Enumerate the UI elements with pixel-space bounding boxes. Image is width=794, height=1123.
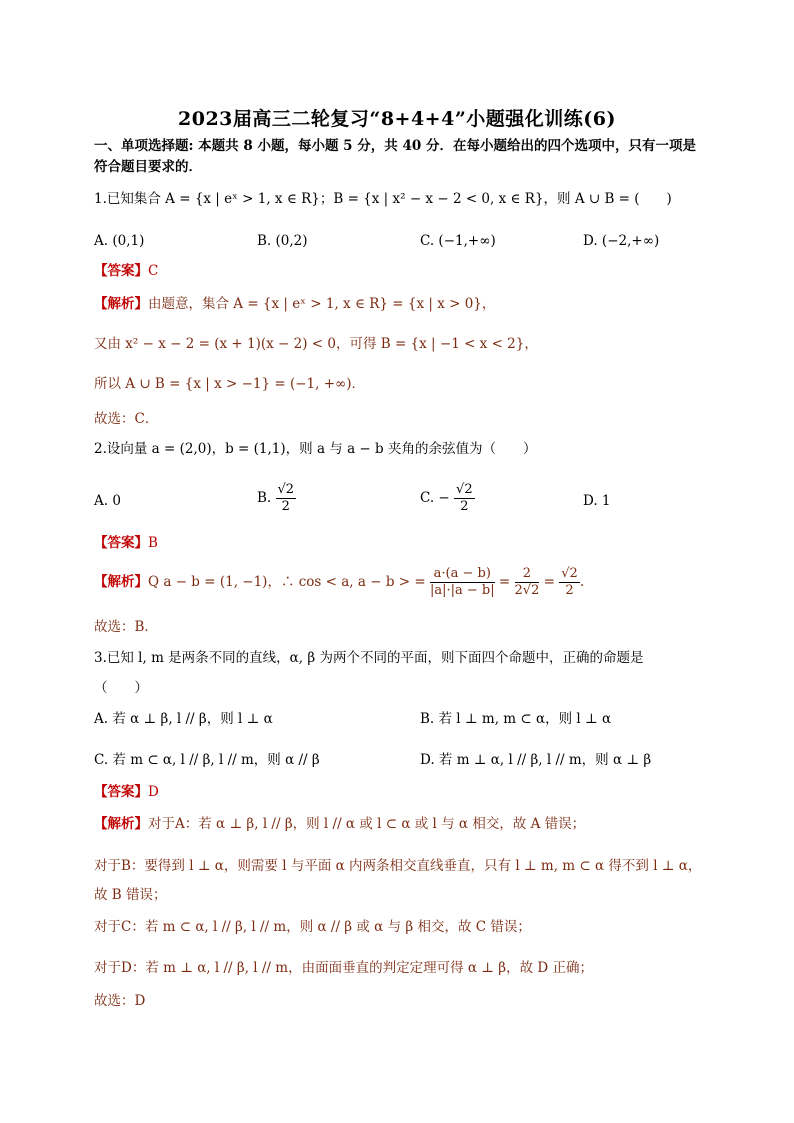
q2-option-c-fraction: $\frac{√2}{2}$ [456,482,473,514]
q2-stem: 2.设向量 a = (2,0)，b = (1,1)，则 a 与 a − b 夹角的余弦值为（ ） [94,441,537,457]
section-heading: 一、单项选择题: 本题共 8 小题，每小题 5 分，共 40 分．在每小题给出的四个选项中，只有一项是 [94,138,696,154]
q3-option-d: D. 若 m ⊥ α, l // β, l // m，则 α ⊥ β [420,752,652,768]
q3-option-c: C. 若 m ⊂ α, l // β, l // m，则 α // β [94,752,320,768]
q3-conclusion: 故选：D [94,993,146,1009]
answer-value: C [148,263,159,279]
q1-analysis-line-1: 【解析】由题意，集合 A = {x | eˣ > 1, x ∈ R} = {x | x > 0}， [94,296,496,312]
page-title: 2023届高三二轮复习“8+4+4”小题强化训练(6) [178,108,616,130]
q1-analysis-line-2: 又由 x² − x − 2 = (x + 1)(x − 2) < 0，可得 B = {x | −1 < x < 2}， [94,336,538,352]
q2-option-b-fraction: $\frac{√2}{2}$ [277,482,295,514]
q3-option-b: B. 若 l ⊥ m, m ⊂ α，则 l ⊥ α [420,711,612,727]
q1-option-c: C. (−1,+∞) [420,233,496,249]
q2-option-c: C. − $\frac{√2}{2}$ [420,482,473,514]
answer-label: 【答案】 [94,263,148,279]
q2-analysis-eq2: $\frac{√2}{2}$ [561,566,578,598]
q1-answer [94,262,158,280]
analysis-label: 【解析】 [94,816,148,832]
q3-analysis-line-4: 对于C：若 m ⊂ α, l // β, l // m，则 α // β 或 α 与 β 相交，故 C 错误； [94,919,531,935]
answer-value: B [148,535,158,551]
q2-analysis-eq1: $\frac{2}{2√2}$ [514,566,540,598]
answer-value: D [148,784,159,800]
q3-stem-cont: （ ） [94,680,148,696]
q1-conclusion: 故选：C． [94,411,159,427]
q3-option-a: A. 若 α ⊥ β, l // β，则 l ⊥ α [94,711,273,727]
q1-option-d: D. (−2,+∞) [583,233,660,249]
q3-analysis-line-5: 对于D：若 m ⊥ α, l // β, l // m，由面面垂直的判定定理可得 α ⊥ β，故 D 正确； [94,960,593,976]
section-heading-cont: 符合题目要求的． [94,159,202,175]
q3-analysis-line-1: 【解析】对于A：若 α ⊥ β, l // β，则 l // α 或 l ⊂ α 或 l 与 α 相交，故 A 错误； [94,816,586,832]
q3-analysis-line-2: 对于B：要得到 l ⊥ α，则需要 l 与平面 α 内两条相交直线垂直，只有 l ⊥ m, m ⊂ α 得不到 l ⊥ α， [94,858,702,874]
q2-option-a: A. 0 [94,493,121,509]
q3-analysis-line-3: 故 B 错误； [94,887,167,903]
q3-stem: 3.已知 l, m 是两条不同的直线，α, β 为两个不同的平面，则下面四个命题中，正确的命题是 [94,650,644,666]
q3-answer [94,783,159,801]
q1-stem: 1.已知集合 A = {x | eˣ > 1, x ∈ R}；B = {x | x² − x − 2 < 0, x ∈ R}，则 A ∪ B = ( ) [94,191,672,207]
q1-analysis-line-3: 所以 A ∪ B = {x | x > −1} = (−1, +∞)． [94,376,366,392]
q2-answer [94,534,158,552]
q2-conclusion: 故选：B． [94,619,158,635]
q2-option-d: D. 1 [583,493,611,509]
q2-analysis: 【解析】Q a − b = (1, −1)，∴ cos < a, a − b > = $\frac{a\cdot(a - b)}{|a|\cdot|a - b|}$ = $\frac{2}{2√2}$ = $\frac{√2}{2}$ . [94,566,585,598]
analysis-label: 【解析】 [94,574,148,590]
q1-option-b: B. (0,2) [257,233,308,249]
answer-label: 【答案】 [94,535,148,551]
q1-option-a: A. (0,1) [94,233,145,249]
q2-option-b: B. $\frac{√2}{2}$ [257,482,295,514]
q2-analysis-fraction: $\frac{a\cdot(a - b)}{|a|\cdot|a - b|}$ [429,566,495,598]
answer-label: 【答案】 [94,784,148,800]
analysis-label: 【解析】 [94,296,148,312]
